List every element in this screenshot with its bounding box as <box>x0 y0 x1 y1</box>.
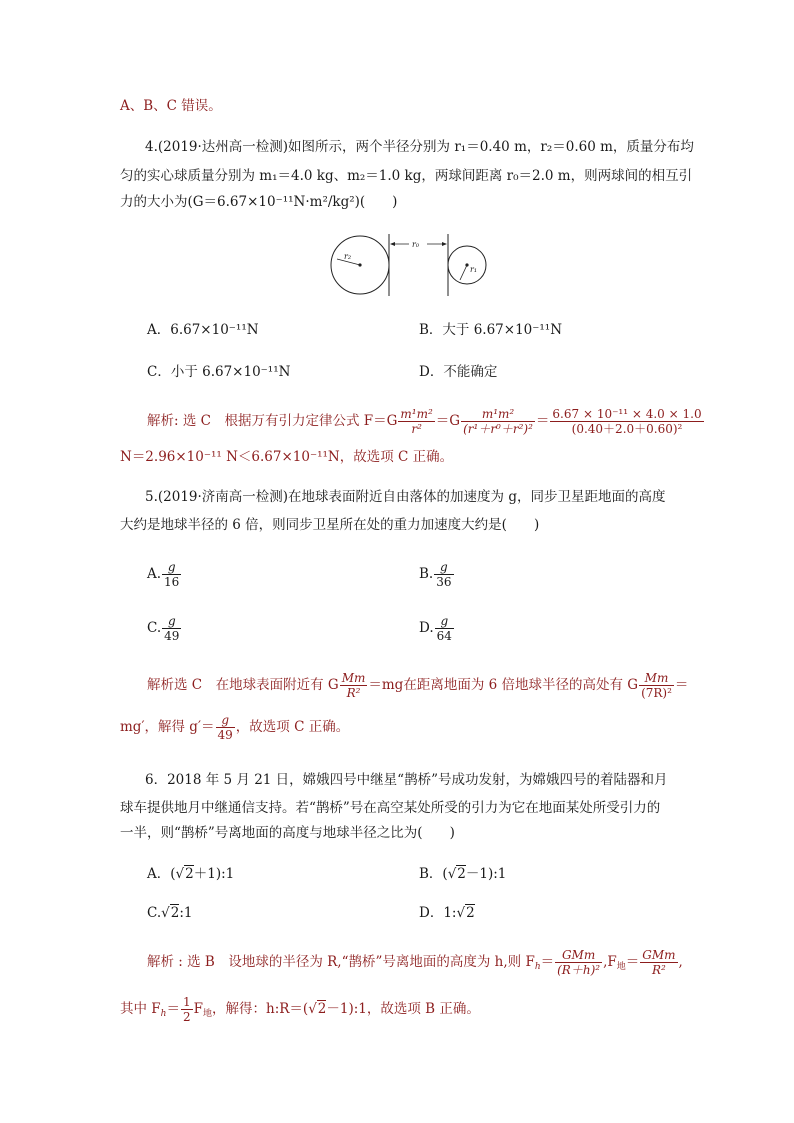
q5-solution-conclusion: ，故选项 C 正确。 <box>235 719 350 735</box>
q5-solution-result-intro: mg′，解得 g′＝ <box>120 719 215 735</box>
q5-option-d-letter: D. <box>419 620 434 636</box>
q5-option-c <box>147 612 182 644</box>
q4-solution-intro: 解析: 选 C 根据万有引力定律公式 F＝G <box>147 413 398 429</box>
q5-option-b-den: 36 <box>436 575 452 589</box>
q6-eq-3: ＝ <box>166 1001 180 1017</box>
q6-stem-line-1: 6．2018 年 5 月 21 日，嫦娥四号中继星“鹊桥”号成功发射，为嫦娥四号的着陆器和月 <box>145 772 668 788</box>
q6-solution-conclusion: －1):1，故选项 B 正确。 <box>326 1001 480 1017</box>
q6-sol-fraction-1 <box>555 948 602 977</box>
q6-solution-ratio: ，解得：h:R＝( <box>212 1001 309 1017</box>
q4-frac2-den: (r¹＋r⁰＋r²)² <box>463 422 533 436</box>
q6-sub-ground-1: 地 <box>616 962 626 972</box>
q5-option-a-den: 16 <box>164 575 180 589</box>
q5-option-b <box>419 558 455 590</box>
q4-stem-line-3: 力的大小为(G＝6.67×10⁻¹¹N·m²/kg²)( ) <box>120 194 398 210</box>
q6-option-b-radicand: 2 <box>457 866 466 882</box>
q5-sol-frac2-num: Mm <box>644 671 669 685</box>
two-spheres-figure <box>330 232 500 298</box>
q5-sol-fraction-1 <box>340 671 368 700</box>
q5-option-c-num: g <box>167 614 176 628</box>
q4-solution-line-1 <box>147 404 705 438</box>
r0-arrowhead-left <box>390 242 395 246</box>
q5-option-c-fraction <box>162 614 181 643</box>
q6-sol-frac2-num: GMm <box>642 948 676 962</box>
q5-solution-line-2 <box>120 710 349 744</box>
r0-label: r₀ <box>412 240 420 249</box>
q6-sub-h-1: h <box>534 962 541 972</box>
q6-f-ground-2: F <box>193 1001 203 1017</box>
q5-sol-fraction-2 <box>639 671 674 700</box>
q4-stem-line-2: 匀的实心球质量分别为 m₁＝4.0 kg、m₂＝1.0 kg，两球间距离 r₀＝2.0 m，则两球间的相互引 <box>120 168 693 184</box>
q4-frac1-num: m¹m² <box>400 407 433 421</box>
q5-solution-eq: ＝ <box>674 677 689 693</box>
q6-option-c-radicand: 2 <box>170 905 180 921</box>
q6-eq-2: ＝ <box>625 954 640 970</box>
q6-option-d-prefix: D．1: <box>419 905 457 921</box>
q5-sol-frac1-den: R² <box>340 685 368 700</box>
q5-option-d-fraction <box>435 614 454 643</box>
q4-frac3-den: (0.40＋2.0＋0.60)² <box>550 421 703 436</box>
q4-stem-line-1: 4.(2019·达州高一检测)如图所示，两个半径分别为 r₁＝0.40 m，r₂＝0.60 m，质量分布均 <box>145 139 694 155</box>
r0-arrowhead-right <box>442 242 447 246</box>
q5-option-b-num: g <box>440 560 448 574</box>
q6-option-c-suffix: :1 <box>179 905 193 921</box>
prev-answer-line <box>120 96 222 116</box>
q6-solution-radicand: 2 <box>317 1001 327 1017</box>
q5-option-a-num: g <box>167 560 176 574</box>
q6-sub-ground-2: 地 <box>202 1009 212 1019</box>
sphere-1-center <box>465 263 468 266</box>
q6-stem-line-2: 球车提供地月中继通信支持。若“鹊桥”号在高空某处所受的引力为它在地面某处所受引力的 <box>120 800 661 816</box>
q6-sol-frac3-den: 2 <box>182 1010 191 1024</box>
q5-option-a-fraction <box>162 560 181 589</box>
q5-option-b-fraction <box>434 560 453 589</box>
q6-sol-fraction-3 <box>181 995 193 1024</box>
q6-option-a-suffix: ＋1):1 <box>193 866 235 882</box>
q4-fraction-1 <box>398 407 434 436</box>
q5-solution-line-1 <box>147 668 688 702</box>
q4-option-a: A．6.67×10⁻¹¹N <box>147 322 259 338</box>
sphere-2-center <box>358 263 361 266</box>
q5-sol-frac3-den: 49 <box>217 728 233 742</box>
q5-option-b-letter: B. <box>419 566 434 582</box>
q5-sol-frac2-den: (7R)² <box>641 686 672 700</box>
q6-solution-where: 其中 F <box>120 1001 161 1017</box>
q6-option-c-prefix: C. <box>147 905 162 921</box>
q6-sol-frac1-num: GMm <box>561 948 596 962</box>
q6-option-a-prefix: A．( <box>147 866 176 882</box>
r1-radius-line <box>460 265 467 280</box>
q5-option-d-den: 64 <box>436 629 452 643</box>
q5-sol-frac1-num: Mm <box>341 671 366 685</box>
q6-option-b-prefix: B．( <box>419 866 448 882</box>
q4-option-c: C．小于 6.67×10⁻¹¹N <box>147 364 291 380</box>
q4-frac2-num: m¹m² <box>481 407 515 421</box>
q6-solution-intro: 解析 : 选 B 设地球的半径为 R,“鹊桥”号离地面的高度为 h,则 F <box>147 954 535 970</box>
q4-eq: ＝ <box>535 413 550 429</box>
q5-option-c-letter: C. <box>147 620 162 636</box>
r2-label: r₂ <box>344 252 352 261</box>
q5-sol-frac3-num: g <box>221 713 229 727</box>
q5-option-d <box>419 612 455 644</box>
q6-option-d: D．1:√2 <box>419 905 475 921</box>
q5-option-c-den: 49 <box>164 629 180 643</box>
q6-sol-frac2-den: R² <box>640 962 677 977</box>
q6-f-ground: ,F <box>603 954 617 970</box>
q6-option-c: C.√2:1 <box>147 905 193 921</box>
prev-answer-text: A、B、C 错误。 <box>120 98 222 114</box>
q5-stem-line-1: 5.(2019·济南高一检测)在地球表面附近自由落体的加速度为 g，同步卫星距地面的高度 <box>145 489 666 505</box>
q4-option-d: D．不能确定 <box>419 364 498 380</box>
q4-frac1-den: r² <box>398 421 434 436</box>
q6-option-b: B．(√2－1):1 <box>419 866 507 882</box>
q5-option-a <box>147 558 182 590</box>
q6-option-d-radicand: 2 <box>466 905 475 921</box>
q5-stem-line-2: 大约是地球半径的 6 倍，则同步卫星所在处的重力加速度大约是( ) <box>120 517 540 533</box>
q6-option-a-radicand: 2 <box>185 866 194 882</box>
q4-option-b: B．大于 6.67×10⁻¹¹N <box>419 322 563 338</box>
q6-stem-line-3: 一半，则“鹊桥”号离地面的高度与地球半径之比为( ) <box>120 825 455 841</box>
q4-solution-line-2: N＝2.96×10⁻¹¹ N＜6.67×10⁻¹¹N，故选项 C 正确。 <box>120 449 454 465</box>
q6-option-a: A．(√2＋1):1 <box>147 866 235 882</box>
q6-comma: , <box>678 954 683 970</box>
q4-frac3-num: 6.67 × 10⁻¹¹ × 4.0 × 1.0 <box>552 407 702 421</box>
q6-option-b-suffix: －1):1 <box>465 866 507 882</box>
q6-solution-line-2: 其中 $F_h=$ $\frac{1}{2}$ $F_地$，解得：h:R＝(√2－1):1，故选项 B 正确。 <box>120 995 480 1024</box>
q6-eq-1: ＝ <box>540 954 555 970</box>
q6-sub-h-2: h <box>160 1009 167 1019</box>
q6-sol-frac1-den: (R＋h)² <box>557 963 601 977</box>
q6-sol-frac3-num: 1 <box>182 995 191 1009</box>
r1-label: r₁ <box>470 265 478 274</box>
q6-sol-fraction-2 <box>640 948 677 977</box>
q5-solution-middle: ＝mg在距离地面为 6 倍地球半径的高处有 G <box>368 677 639 693</box>
q4-fraction-2 <box>461 407 535 436</box>
q5-solution-intro: 解析选 C 在地球表面附近有 G <box>147 677 339 693</box>
q5-option-d-num: g <box>440 614 449 628</box>
q5-sol-fraction-3 <box>216 713 235 742</box>
q4-fraction-3 <box>550 407 703 436</box>
q6-solution-line-1 <box>147 944 683 985</box>
q4-eq-g: ＝G <box>435 413 461 429</box>
q5-option-a-letter: A. <box>147 566 162 582</box>
